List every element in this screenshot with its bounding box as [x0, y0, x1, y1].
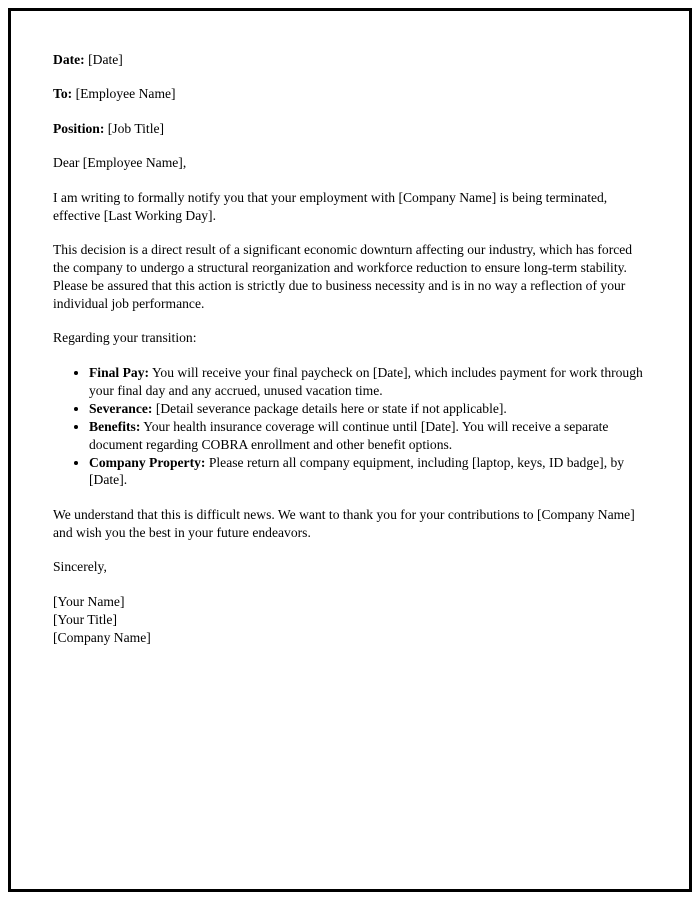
salutation: Dear [Employee Name], [53, 155, 187, 171]
paragraph-transition-intro: Regarding your transition: [53, 330, 197, 346]
paragraph-closing: We understand that this is difficult news. We want to thank you for your contributions to [Company Name] and wish you the best in your future endeavors. [53, 506, 635, 540]
date-label: Date: [53, 52, 85, 67]
bullet-severance-label: Severance: [89, 400, 153, 416]
signoff: Sincerely, [53, 559, 107, 575]
bullet-company-property-label: Company Property: [89, 454, 206, 470]
bullet-severance-text: [Detail severance package details here or state if not applicable]. [155, 400, 507, 416]
date-line [53, 51, 643, 69]
signature-name: [Your Name] [53, 593, 125, 609]
bullet-severance [89, 400, 643, 418]
signature-company: [Company Name] [53, 629, 151, 645]
bullet-company-property-text: Please return all company equipment, including [laptop, keys, ID badge], by [Date]. [89, 454, 625, 488]
position-value: [Job Title] [107, 120, 165, 136]
bullet-benefits-text: Your health insurance coverage will continue until [Date]. You will receive a separate document regarding COBRA enrollment and other benefit options. [89, 418, 609, 452]
paragraph-reason: This decision is a direct result of a significant economic downturn affecting our industry, which has forced the company to undergo a structural reorganization and workforce reduction to ensure long-term stability. Please be assured that this action is strictly due to business necessity and is in no way a reflection of your individual job performance. [53, 242, 633, 311]
to-label: To: [53, 86, 73, 102]
bullet-benefits-label: Benefits: [89, 418, 141, 434]
bullet-final-pay-text: You will receive your final paycheck on [Date], which includes payment for work through your final day and any accrued, unused vacation time. [89, 364, 643, 398]
to-line [53, 85, 643, 103]
bullet-final-pay-label: Final Pay: [89, 364, 150, 380]
transition-bullet-list [53, 364, 643, 490]
bullet-company-property [89, 454, 643, 490]
signature-title: [Your Title] [53, 611, 117, 627]
bullet-benefits [89, 418, 643, 454]
letter-page [8, 8, 692, 892]
date-value: [Date] [88, 52, 123, 67]
signature-block [53, 593, 643, 647]
paragraph-intro: I am writing to formally notify you that your employment with [Company Name] is being terminated, effective [Last Working Day]. [53, 189, 608, 223]
position-label: Position: [53, 120, 105, 136]
position-line [53, 120, 643, 138]
bullet-final-pay [89, 364, 643, 400]
to-value: [Employee Name] [75, 86, 176, 102]
